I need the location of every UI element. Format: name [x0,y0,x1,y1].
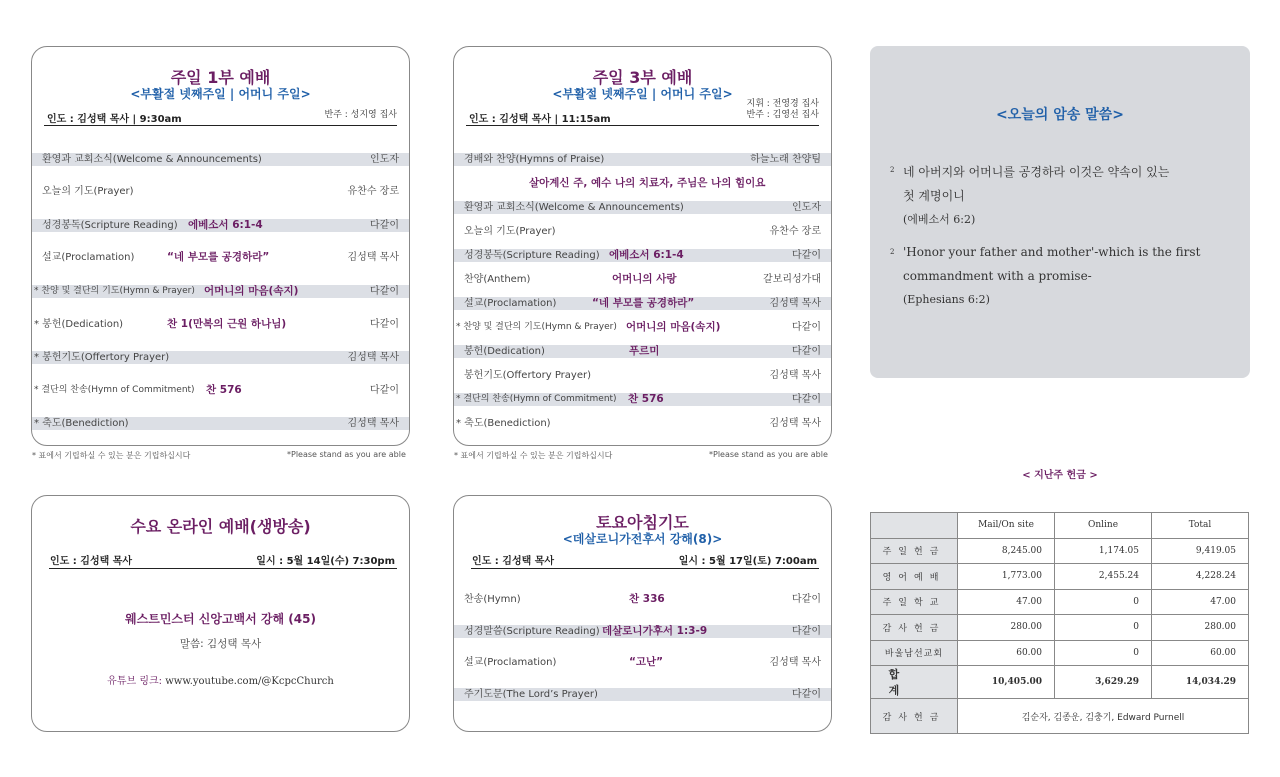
category-cell: 감사헌금 [871,615,958,641]
table-corner-cell [871,513,958,539]
row-label: * 찬양 및 결단의 기도(Hymn & Prayer) [456,322,617,332]
order-row [454,225,831,238]
row-label: 주기도문(The Lord’s Prayer) [464,689,598,700]
row-leader: 김성택 목사 [347,252,399,263]
order-row [32,219,409,232]
order-row [454,177,831,190]
header-online: Online [1055,513,1152,539]
row-label: * 결단의 찬송(Hymn of Commitment) [456,394,617,404]
mail-cell: 47.00 [958,589,1055,615]
category-cell: 합계 [871,666,958,699]
order-row [32,384,409,397]
service1-subtitle: <부활절 넷째주일 | 어머니 주일> [130,87,311,101]
stand-note-english: *Please stand as you are able [709,450,828,459]
row-label: 설교(Proclamation) [464,657,557,668]
row-leader: 유찬수 장로 [769,226,821,237]
online-cell: 1,174.05 [1055,538,1152,564]
row-leader: 김성택 목사 [769,657,821,668]
order-row [454,369,831,382]
row-label: 성경봉독(Scripture Reading) [42,220,178,231]
stand-note-korean: * 표에서 기립하실 수 있는 분은 기립하십시다 [454,451,613,460]
row-label: * 결단의 찬송(Hymn of Commitment) [34,385,195,395]
service3-leader: 인도 : 김성택 목사 | 11:15am [469,114,611,125]
saturday-datetime: 일시 : 5월 17일(토) 7:00am [678,556,817,567]
row-leader: 갈보리성가대 [763,274,821,285]
order-row [454,153,831,166]
offering-title: < 지난주 헌금 > [1022,470,1098,481]
youtube-link[interactable] [32,672,409,687]
verse-korean-reference: (에베소서 6:2) [903,213,976,226]
row-leader: 김성택 목사 [769,418,821,429]
row-label: 봉헌기도(Offertory Prayer) [464,370,591,381]
saturday-leader: 인도 : 김성택 목사 [472,556,555,567]
mail-cell: 8,245.00 [958,538,1055,564]
verse-english-reference: (Ephesians 6:2) [903,293,990,306]
row-label: 성경봉독(Scripture Reading) [464,250,600,261]
wednesday-service-card [31,495,410,732]
memory-verse-panel [870,46,1250,378]
saturday-prayer-card [453,495,832,732]
row-label: * 축도(Benediction) [34,418,129,429]
table-row [871,538,1249,564]
table-row [871,640,1249,666]
category-cell: 주일학교 [871,589,958,615]
row-detail: “네 부모를 공경하라” [167,251,270,263]
row-detail: 어머니의 마음(속지) [626,321,721,333]
order-row [454,417,831,430]
order-row [454,297,831,310]
row-leader: 김성택 목사 [347,418,399,429]
verse-number: 2 [890,248,895,256]
order-row [454,201,831,214]
order-row [32,318,409,331]
youtube-label: 유튜브 링크: [107,676,163,687]
row-label: * 축도(Benediction) [456,418,551,429]
table-thanks-row [871,699,1249,734]
row-leader: 김성택 목사 [769,370,821,381]
row-leader: 다같이 [792,250,821,261]
total-cell: 60.00 [1152,640,1249,666]
order-row [32,351,409,364]
row-detail: 에베소서 6:1-4 [188,219,263,231]
mail-cell: 1,773.00 [958,564,1055,590]
row-detail: 찬 1(만복의 근원 하나님) [167,318,287,330]
thanks-names-cell: 김순자, 김종운, 김충기, Edward Purnell [958,699,1249,734]
stand-note-korean: * 표에서 기립하실 수 있는 분은 기립하십시다 [32,451,191,460]
row-label: 경배와 찬양(Hymns of Praise) [464,154,605,165]
order-row [32,185,409,198]
row-leader: 다같이 [370,220,399,231]
service1-accompanist: 반주 : 성지영 집사 [324,110,397,120]
row-leader: 김성택 목사 [347,352,399,363]
stand-note-english: *Please stand as you are able [287,450,406,459]
row-leader: 다같이 [792,322,821,333]
total-cell: 47.00 [1152,589,1249,615]
row-detail: 찬 336 [629,593,665,605]
verse-english-line: 'Honor your father and mother'-which is the first [903,245,1201,259]
service3-staff [747,99,819,121]
divider [466,125,819,126]
row-detail: 찬 576 [628,393,664,405]
row-label: * 봉헌(Dedication) [34,319,124,330]
row-detail: 푸르미 [629,345,660,357]
row-label: 오늘의 기도(Prayer) [464,226,556,237]
online-cell: 0 [1055,640,1152,666]
header-mail: Mail/On site [958,513,1055,539]
header-total: Total [1152,513,1249,539]
row-detail: 데살로니가후서 1:3-9 [602,625,708,637]
service3-title: 주일 3부 예배 [592,68,693,87]
memory-verse-title: <오늘의 암송 말씀> [996,107,1124,123]
row-detail: 찬 576 [206,384,242,396]
row-label: 환영과 교회소식(Welcome & Announcements) [464,202,684,213]
online-cell: 0 [1055,589,1152,615]
row-label: * 찬양 및 결단의 기도(Hymn & Prayer) [34,286,195,296]
row-leader: 다같이 [792,594,821,605]
row-detail: 에베소서 6:1-4 [609,249,684,261]
category-cell: 주일헌금 [871,538,958,564]
order-row [454,393,831,406]
table-row [871,615,1249,641]
row-label: 봉헌(Dedication) [464,346,545,357]
wednesday-speaker: 말씀: 김성택 목사 [179,638,262,650]
row-detail: 살아계신 주, 예수 나의 치료자, 주님은 나의 힘이요 [529,177,766,189]
row-leader: 다같이 [370,286,399,297]
mail-cell: 10,405.00 [958,666,1055,699]
total-cell: 280.00 [1152,615,1249,641]
total-cell: 14,034.29 [1152,666,1249,699]
order-row [32,153,409,166]
row-detail: “고난” [629,656,664,668]
online-cell: 3,629.29 [1055,666,1152,699]
order-row [454,656,831,669]
online-cell: 0 [1055,615,1152,641]
saturday-title: 토요아침기도 [596,513,689,532]
order-row [454,593,831,606]
service1-leader: 인도 : 김성택 목사 | 9:30am [47,114,182,125]
mail-cell: 280.00 [958,615,1055,641]
order-row [32,251,409,264]
row-label: 환영과 교회소식(Welcome & Announcements) [42,154,262,165]
wednesday-datetime: 일시 : 5월 14일(수) 7:30pm [256,556,395,567]
divider [471,568,819,569]
row-detail: 어머니의 사랑 [612,273,677,285]
row-label: 오늘의 기도(Prayer) [42,186,134,197]
row-label: 성경말씀(Scripture Reading) [464,626,600,637]
mail-cell: 60.00 [958,640,1055,666]
divider [49,568,397,569]
wednesday-title: 수요 온라인 예배(생방송) [130,517,311,536]
order-row [454,321,831,334]
table-row [871,564,1249,590]
wednesday-topic: 웨스트민스터 신앙고백서 강해 (45) [125,612,316,626]
verse-korean-line: 네 아버지와 어머니를 공경하라 이것은 약속이 있는 [903,165,1170,179]
verse-number: 2 [890,166,895,174]
service3-accompanist: 반주 : 김영선 집사 [746,110,819,120]
category-cell: 바울남선교회 [871,640,958,666]
order-row [454,688,831,701]
verse-english-line: commandment with a promise- [903,269,1092,283]
category-cell: 감사헌금 [871,699,958,734]
order-row [454,273,831,286]
order-row [454,345,831,358]
table-total-row [871,666,1249,699]
row-leader: 다같이 [370,319,399,330]
row-leader: 김성택 목사 [769,298,821,309]
offering-table [870,512,1249,734]
row-detail: 어머니의 마음(속지) [204,285,299,297]
service1-title: 주일 1부 예배 [170,68,271,87]
saturday-subtitle: <데살로니가전후서 강해(8)> [562,532,723,546]
wednesday-leader: 인도 : 김성택 목사 [50,556,133,567]
category-cell: 영어예배 [871,564,958,590]
row-leader: 다같이 [792,346,821,357]
row-label: 찬송(Hymn) [464,594,521,605]
row-label: 찬양(Anthem) [464,274,531,285]
divider [44,125,397,126]
row-leader: 다같이 [792,626,821,637]
table-header-row [871,513,1249,539]
row-leader: 다같이 [792,689,821,700]
row-leader: 하늘노래 찬양팀 [750,154,821,165]
service3-subtitle: <부활절 넷째주일 | 어머니 주일> [552,87,733,101]
row-label: 설교(Proclamation) [464,298,557,309]
order-row [32,285,409,298]
row-leader: 다같이 [792,394,821,405]
row-leader: 인도자 [370,154,399,165]
row-leader: 유찬수 장로 [347,186,399,197]
order-row [454,625,831,638]
table-row [871,589,1249,615]
service1-card [31,46,410,446]
row-leader: 다같이 [370,385,399,396]
row-detail: “네 부모를 공경하라” [592,297,695,309]
row-label: * 봉헌기도(Offertory Prayer) [34,352,170,363]
total-cell: 9,419.05 [1152,538,1249,564]
order-row [454,249,831,262]
online-cell: 2,455.24 [1055,564,1152,590]
service3-conductor: 지휘 : 전영경 집사 [746,99,819,109]
order-row [32,417,409,430]
verse-korean-line: 첫 계명이니 [903,189,965,203]
row-label: 설교(Proclamation) [42,252,135,263]
row-leader: 인도자 [792,202,821,213]
youtube-url[interactable]: www.youtube.com/@KcpcChurch [165,676,334,687]
total-cell: 4,228.24 [1152,564,1249,590]
service3-card [453,46,832,446]
